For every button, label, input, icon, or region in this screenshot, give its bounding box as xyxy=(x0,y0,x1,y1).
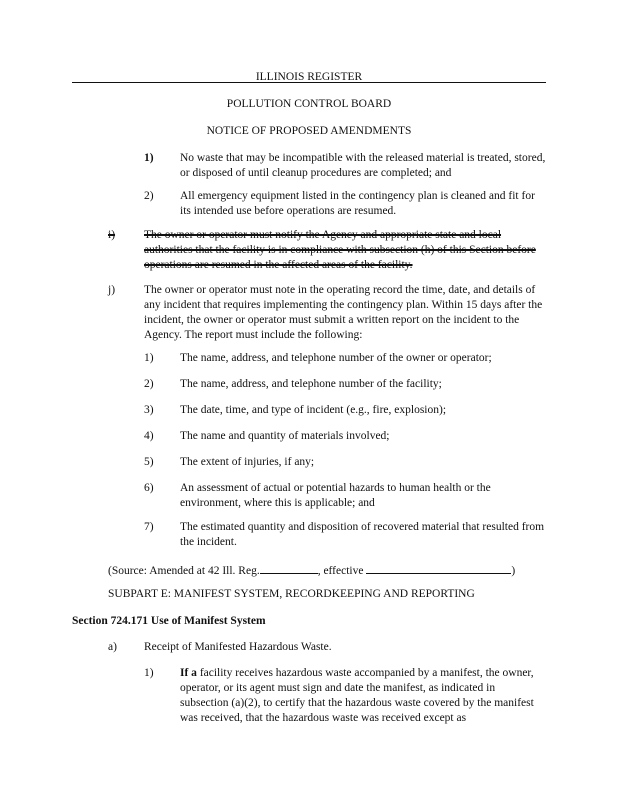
j-item-5-text: The extent of injuries, if any; xyxy=(180,456,315,468)
board-title: POLLUTION CONTROL BOARD xyxy=(226,98,392,110)
item-i-label: i) xyxy=(108,229,116,241)
source-prefix: (Source: Amended at 42 Ill. Reg. xyxy=(108,565,260,577)
a1-text: facility receives hazardous waste accompanied by a manifest, the owner, operator, or its agent must sign and date the manifest, as indicated in subsection (a)(2), to certify that the hazardous waste covered by the manifest was received, that the hazardous waste was received except as xyxy=(180,667,534,724)
j-item-6-number: 6) xyxy=(144,482,154,494)
h-item-2-number: 2) xyxy=(144,190,154,202)
j-item-3-number: 3) xyxy=(144,404,154,416)
j-item-4-number: 4) xyxy=(144,430,154,442)
register-title: ILLINOIS REGISTER xyxy=(255,71,363,83)
source-line xyxy=(108,561,515,579)
a1-number: 1) xyxy=(144,667,154,679)
h-item-1-text: No waste that may be incompatible with the released material is treated, stored, or disposed of until cleanup procedures are completed; and xyxy=(180,152,546,179)
j-item-5-number: 5) xyxy=(144,456,154,468)
notice-title: NOTICE OF PROPOSED AMENDMENTS xyxy=(206,125,412,137)
source-effective: , effective xyxy=(317,565,364,577)
j-item-1-number: 1) xyxy=(144,352,154,364)
j-item-2-text: The name, address, and telephone number of the facility; xyxy=(180,378,442,390)
j-item-2-number: 2) xyxy=(144,378,154,390)
source-suffix: ) xyxy=(511,565,516,577)
item-a-label: a) xyxy=(108,641,117,653)
item-j-text: The owner or operator must note in the operating record the time, date, and details of any incident that requires implementing the contingency plan. Within 15 days after the incident, the owner or operator must submit a written report on the incident to the Agency. The report must include the following: xyxy=(144,284,543,341)
effective-blank xyxy=(366,561,511,574)
j-item-1-text: The name, address, and telephone number of the owner or operator; xyxy=(180,352,492,364)
h-item-2-text: All emergency equipment listed in the contingency plan is cleaned and fit for its intended use before operations are resumed. xyxy=(180,190,535,217)
item-j-label: j) xyxy=(108,284,116,296)
subpart-heading: SUBPART E: MANIFEST SYSTEM, RECORDKEEPING AND REPORTING xyxy=(108,588,475,600)
a1-paragraph xyxy=(180,666,546,726)
j-item-3-text: The date, time, and type of incident (e.g., fire, explosion); xyxy=(180,404,447,416)
item-a-text: Receipt of Manifested Hazardous Waste. xyxy=(144,641,332,653)
source-blank xyxy=(260,561,318,574)
section-heading: Section 724.171 Use of Manifest System xyxy=(72,615,266,627)
j-item-7-text: The estimated quantity and disposition of recovered material that resulted from the incident. xyxy=(180,521,545,548)
j-item-4-text: The name and quantity of materials involved; xyxy=(180,430,390,442)
j-item-7-number: 7) xyxy=(144,521,154,533)
j-item-6-text: An assessment of actual or potential hazards to human health or the environment, where this is applicable; and xyxy=(180,482,491,509)
item-i-text: The owner or operator must notify the Agency and appropriate state and local authorities that the facility is in compliance with subsection (h) of this Section before operations are resumed in the affected areas of the facility. xyxy=(144,229,536,271)
a1-lead: If a xyxy=(180,667,197,679)
h-item-1-number: 1) xyxy=(144,152,154,164)
